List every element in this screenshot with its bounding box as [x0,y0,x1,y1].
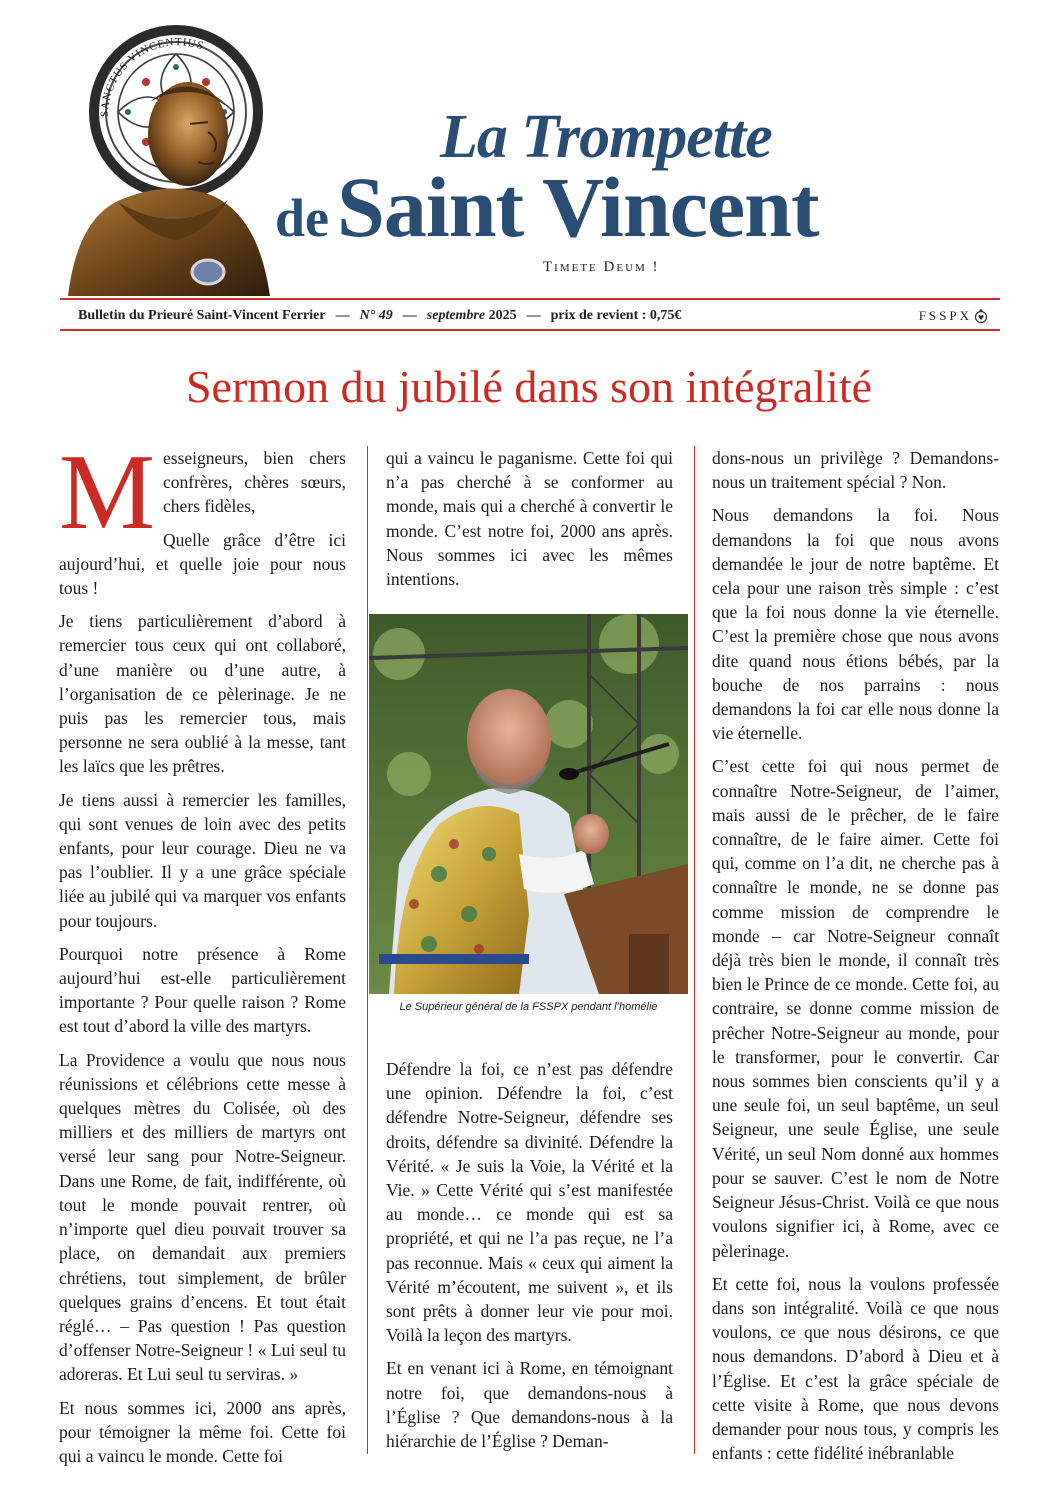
separator: — [335,308,350,323]
masthead-motto: Timete Deum ! [543,259,660,275]
issue-info-bar [78,305,988,327]
article-column-2-bottom [386,1057,673,1462]
paragraph: La Providence a voulu que nous nous réunissions et célébrions cette messe à quelques mètres du Colisée, où des milliers et des milliers de martyrs ont versé leur sang pour Notre-Seigneur. Dans une Rome, de fait, indifférente, où tout le monde pouvait rentrer, où n’importe quel dieu pouvait trouver sa place, on demandait aux premiers chrétiens, tout simplement, de brûler quelques grains d’encens. Et tout était réglé… – Pas question ! Pas question d’offenser Notre-Seigneur ! « Lui seul tu adoreras. Et Lui seul tu serviras. » [59,1049,346,1385]
separator: — [402,308,417,323]
photo-caption: Le Supérieur général de la FSSPX pendant l’homélie [399,1001,658,1013]
issue-year: 2025 [488,308,517,323]
bulletin-name: Bulletin du Prieuré Saint-Vincent Ferrier [78,308,326,323]
article-column-3 [712,446,999,1474]
header-rule-bottom [60,329,1000,331]
paragraph: Je tiens particulièrement d’abord à remercier tous ceux qui ont collaboré, d’une manière ou d’une autre, à l’organisation de ce pèlerinage. Je ne puis pas les remercier tous, mais personne ne sera oublié à la messe, tant les laïcs que les prêtres. [59,611,346,777]
column-divider [367,446,368,1454]
svg-text:SANCTUS VINCENTIUS: SANCTUS VINCENTIUS [98,36,206,118]
saint-vincent-statue-image [58,22,270,296]
paragraph: Pourquoi notre présence à Rome aujourd’hui est-elle particulièrement importante ? Pour quelle raison ? Rome est tout d’abord la ville des martyrs. [59,943,346,1037]
paragraph: dons-nous un privilège ? Demandons-nous un traitement spécial ? Non. [712,448,999,493]
paragraph: Quelle grâce d’être ici aujourd’hui, et quelle joie pour nous tous ! [59,529,346,599]
masthead-title-line1: La Trompette [440,103,772,171]
price-value: 0,75€ [649,308,682,323]
article-headline: Sermon du jubilé dans son intégralité [185,361,873,412]
paragraph: Et nous sommes ici, 2000 ans après, pour témoigner la même foi. Cette foi qui a vaincu le monde. Cette foi [59,1397,346,1466]
price-label: prix de revient : [550,308,647,323]
column-divider [694,446,695,1454]
homily-photo [369,614,688,994]
fsspx-brand [919,308,988,324]
paragraph: Et cette foi, nous la voulons professée dans son intégralité. Voilà ce que nous voulons, ce que nous désirons, ce que nous demandons. D’abord à Dieu et à l’Église. Et c’est la grâce spéciale de cette visite à Rome, que nous devons demander pour nous tous, y compris les enfants : cette fidélité inébranlable [712,1273,999,1464]
paragraph [59,433,346,552]
paragraph: qui a vaincu le paganisme. Cette foi qui n’a pas cherché à se conformer au monde, mais qui a cherché à convertir le monde. C’est notre foi, 2000 ans après. Nous sommes ici avec les mêmes intentions. [386,448,673,590]
paragraph-text: esseigneurs, bien chers confrères, chères sœurs, chers fidèles, [163,448,346,517]
sacred-heart-icon [974,308,988,324]
masthead-title-de: de [275,188,329,248]
masthead-title-line2 [275,159,819,255]
paragraph: C’est cette foi qui nous permet de connaître Notre-Seigneur, de l’aimer, mais aussi de le prêcher, de le faire connaître, de le faire aimer. Cette foi qui, comme on l’a dit, ne cherche pas à connaître le monde, ne se donne pas comme mission de comprendre le monde – car Notre-Seigneur connaît déjà très bien le monde, il connaît très bien le Prince de ce monde. Cette foi, au contraire, se donne comme mission de prêcher Notre-Seigneur au monde, pour le transformer, pour le convertir. Car nous sommes bien conscients qu’il y a une seule foi, un seul baptême, un seul Seigneur, une seule Église, une seule Vérité, un seul Nom donné aux hommes pour se sauver. C’est le nom de Notre Seigneur Jésus-Christ. Voilà ce que nous voulons signifier ici, à Rome, avec ce pèlerinage. [712,756,999,1261]
masthead-title-name: Saint Vincent [337,159,819,255]
paragraph: Nous demandons la foi. Nous demandons la foi que nous avons demandée le jour de notre baptême. Et cela pour une raison très simple : c’est que la foi nous donne la vie éternelle. C’est la première chose que nous avons dite quand nous étions bébés, par la bouche de nos parrains : nous demandons la foi car elle nous donne la vie éternelle. [712,505,999,744]
drop-cap: M [59,433,156,552]
paragraph: Je tiens aussi à remercier les familles, qui sont venues de loin avec des petits enfants, pour leur courage. Dieu ne va pas l’oublier. Il y a une grâce spéciale liée au jubilé qui va marquer vos enfants pour toujours. [59,789,346,931]
issue-month: septembre [426,308,486,323]
separator: — [526,308,541,323]
article-column-2-top [386,446,673,600]
article-column-1 [59,433,346,1477]
issue-number: N° 49 [359,308,393,323]
header-rule-top [60,298,1000,300]
paragraph: Et en venant ici à Rome, en témoignant notre foi, que demandons-nous à l’Église ? Que demandons-nous à la hiérarchie de l’Église ? Deman- [386,1358,673,1452]
paragraph: Défendre la foi, ce n’est pas défendre une opinion. Défendre la foi, c’est défendre Notre-Seigneur, défendre ses droits, défendre sa divinité. Défendre la Vérité. « Je suis la Voie, la Vérité et la Vie. » Cette Vérité qui s’est manifestée au monde… ce monde qui est sa propriété, et qui ne l’a pas reçue, ne l’a pas reconnue. Mais « ceux qui aiment la Vérité m’écoutent, me suivent », et ils sont prêts à donner leur vie pour moi. Voilà la leçon des martyrs. [386,1059,673,1346]
brand-text: FSSPX [918,308,972,323]
